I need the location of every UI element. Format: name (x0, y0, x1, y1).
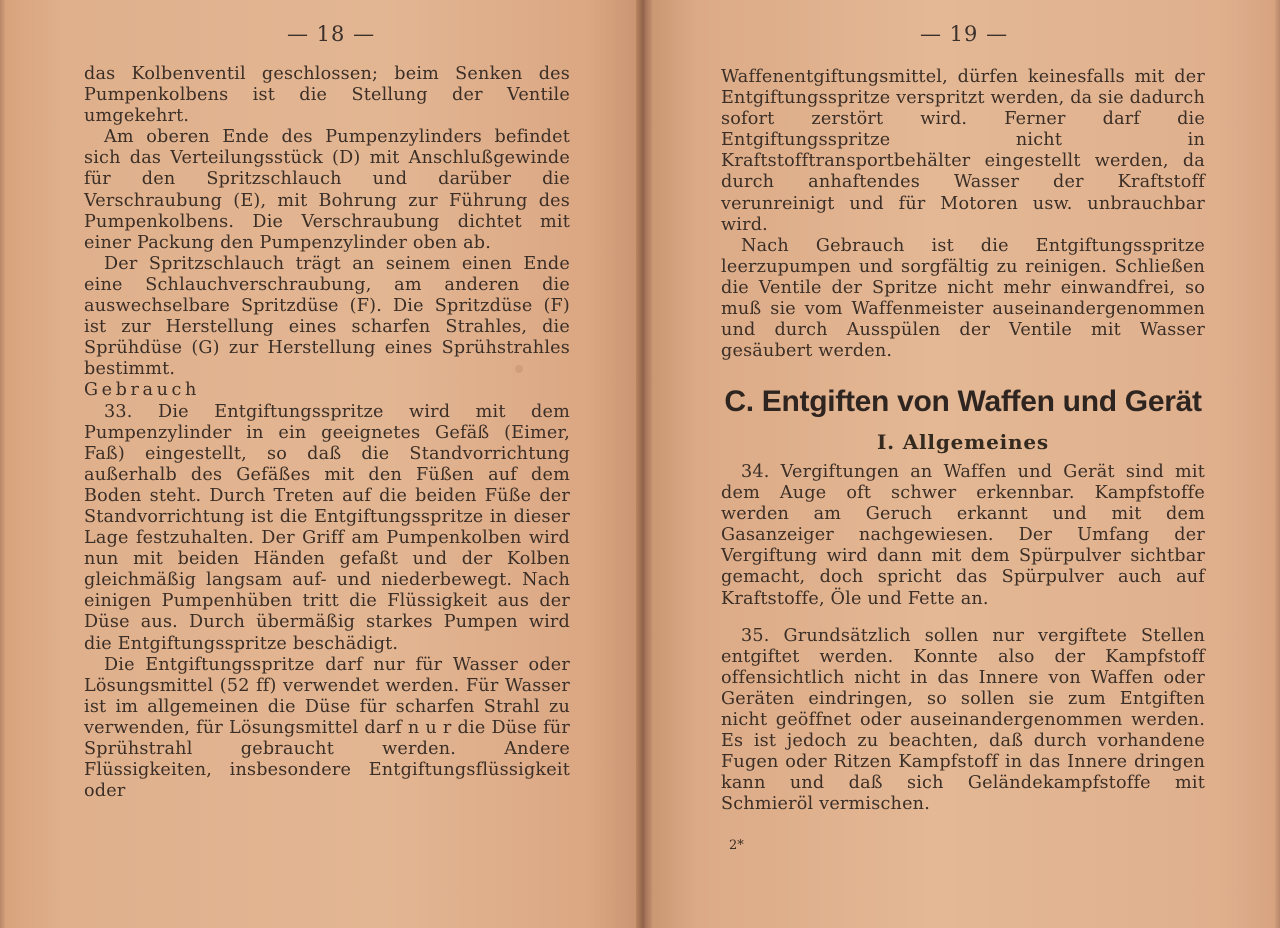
paragraph: Der Spritzschlauch trägt an seinem einen Ende eine Schlauchverschraubung, am anderen die auswechselbare Spritzdüse (F). Die Spritzdüse (F) ist zur Herstellung eines scharfen Strahles, die Sprühdüse (G) zur Herstellung eines Sprühstrahles bestimmt. (84, 253, 570, 380)
right-page-number: — 19 — (920, 22, 1009, 46)
left-page-text (84, 64, 570, 802)
right-page-text-top (721, 67, 1205, 362)
paragraph: Waffenentgiftungsmittel, dürfen keinesfalls mit der Entgiftungsspritze verspritzt werden, da sie dadurch sofort zerstört wird. Ferner darf die Entgiftungsspritze nicht in Kraftstofftransportbehälter eingestellt werden, da durch anhaftendes Wasser der Kraftstoff verunreinigt und für Motoren usw. unbrauchbar wird. (721, 67, 1205, 235)
section-subtitle: I. Allgemeines (877, 430, 1049, 454)
page-edge-shadow (0, 0, 6, 928)
paragraph: Die Entgiftungsspritze darf nur für Wasser oder Lösungsmittel (52 ff) verwendet werden. Für Wasser ist im allgemeinen die Düse für scharfen Strahl zu verwenden, für Lösungsmittel darf n u r die Düse für Sprühstrahl gebraucht werden. Andere Flüssigkeiten, insbesondere Entgiftungsflüssigkeit oder (84, 654, 570, 802)
signature-mark: 2* (729, 838, 744, 853)
book-gutter (636, 0, 652, 928)
page-edge-shadow (1274, 0, 1280, 928)
paragraph-spacer (721, 610, 1205, 626)
paragraph: 33. Die Entgiftungsspritze wird mit dem Pumpenzylinder in ein geeignetes Gefäß (Eimer, Faß) eingestellt, so daß die Standvorrichtung außerhalb des Gefäßes mit den Füßen auf dem Boden steht. Durch Treten auf die beiden Füße der Standvorrichtung ist die Entgiftungsspritze in dieser Lage festzuhalten. Der Griff am Pumpenkolben wird nun mit beiden Händen gefaßt und der Kolben gleichmäßig langsam auf- und niederbewegt. Nach einigen Pumpenhüben tritt die Flüssigkeit aus der Düse aus. Durch übermäßig starkes Pumpen wird die Entgiftungsspritze beschädigt. (84, 401, 570, 654)
paragraph: 35. Grundsätzlich sollen nur vergiftete Stellen entgiftet werden. Konnte also der Kampfstoff offensichtlich nicht in das Innere von Waffen oder Geräten eindringen, so sollen sie zum Entgiften nicht geöffnet oder auseinandergenommen werden. Es ist jedoch zu beachten, daß durch vorhandene Fugen oder Ritzen Kampfstoff in das Innere dringen kann und daß sich Geländekampfstoffe mit Schmieröl vermischen. (721, 625, 1205, 815)
paragraph: Am oberen Ende des Pumpenzylinders befindet sich das Verteilungsstück (D) mit Anschlußgewinde für den Spritzschlauch und darüber die Verschraubung (E), mit Bohrung zur Führung des Pumpenkolbens. Die Verschraubung dichtet mit einer Packung den Pumpenzylinder oben ab. (84, 127, 570, 253)
section-title: C. Entgiften von Waffen und Gerät (724, 385, 1202, 418)
paragraph: Nach Gebrauch ist die Entgiftungsspritze leerzupumpen und sorgfältig zu reinigen. Schließen die Ventile der Spritze nicht mehr einwandfrei, so muß sie vom Waffenmeister auseinandergenommen und durch Ausspülen der Ventile mit Wasser gesäubert werden. (721, 235, 1205, 362)
sub-heading: Gebrauch (84, 380, 200, 401)
right-page-text-bottom (721, 462, 1205, 816)
left-page-number: — 18 — (287, 22, 376, 46)
paragraph: das Kolbenventil geschlossen; beim Senken des Pumpenkolbens ist die Stellung der Ventile umgekehrt. (84, 64, 570, 127)
paragraph: 34. Vergiftungen an Waffen und Gerät sind mit dem Auge oft schwer erkennbar. Kampfstoffe werden am Geruch erkannt und mit dem Gasanzeiger nachgewiesen. Der Umfang der Vergiftung wird dann mit dem Spürpulver sichtbar gemacht, doch spricht das Spürpulver auch auf Kraftstoffe, Öle und Fette an. (721, 462, 1205, 609)
